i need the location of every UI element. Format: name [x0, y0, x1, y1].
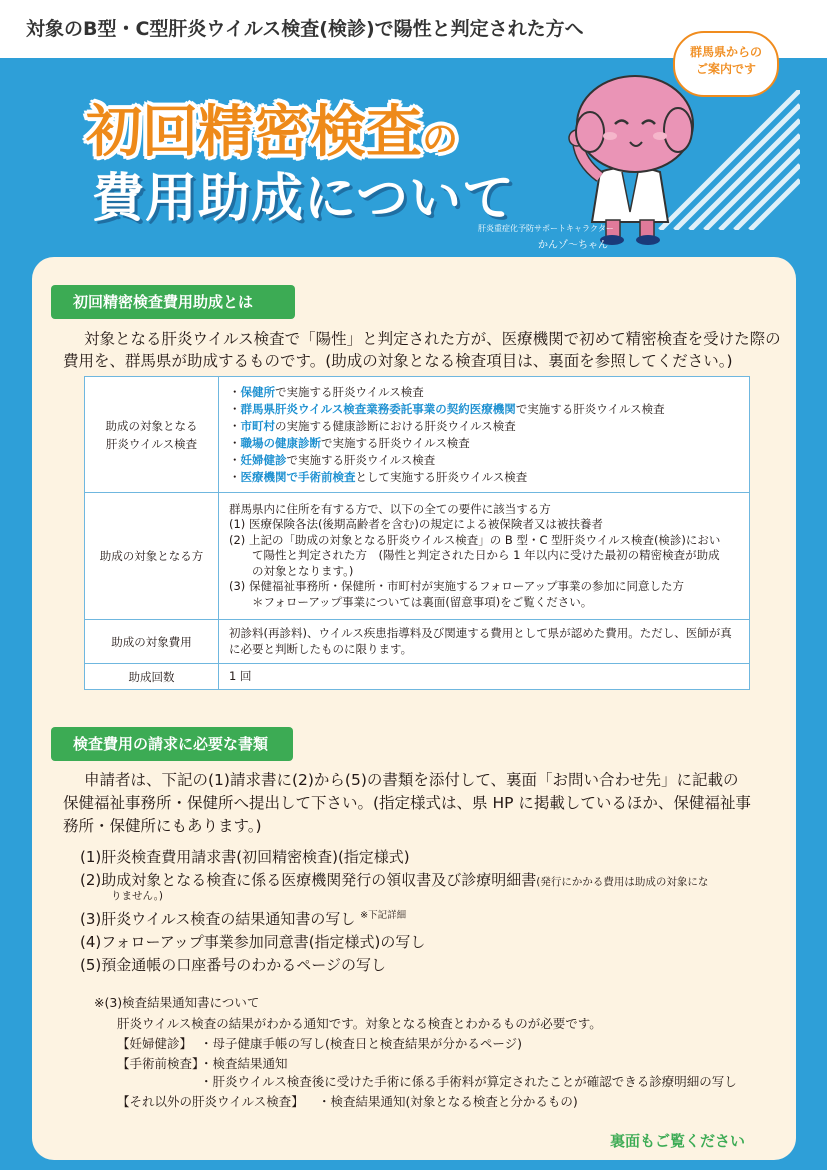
row1-label-line2: 肝炎ウイルス検査: [105, 436, 198, 451]
item-text: の実施する健康診断における肝炎ウイルス検査: [275, 418, 516, 433]
section2-heading: 検査費用の請求に必要な書類: [51, 727, 293, 761]
row3-label-cell: 助成の対象費用: [85, 620, 219, 664]
row2-line: ＊フォローアップ事業については裏面(留意事項)をご覧ください。: [229, 594, 593, 609]
row2-line: (3) 保健福祉事務所・保健所・市町村が実施するフォローアップ事業の参加に同意した方: [229, 579, 684, 594]
bubble-line1: 群馬県からの: [689, 45, 762, 59]
list-item: ・市町村の実施する健康診断における肝炎ウイルス検査: [229, 418, 516, 433]
list-item: ・医療機関で手術前検査として実施する肝炎ウイルス検査: [229, 469, 528, 484]
row3-text-cell: [219, 620, 750, 664]
see-back-text: 裏面もご覧ください: [610, 1132, 746, 1150]
item-highlight: 妊婦健診: [240, 452, 287, 467]
page-title-sub: 費用助成について: [92, 169, 515, 229]
mascot-illustration: [560, 62, 700, 247]
doc2-note-line1: (発行にかかる費用は助成の対象にな: [536, 876, 709, 888]
target-audience-text: 対象のB型・C型肝炎ウイルス検査(検診)で陽性と判定された方へ: [26, 18, 584, 40]
list-item: ・妊婦健診で実施する肝炎ウイルス検査: [229, 452, 436, 467]
row2-line: て陽性と判定された方 (陽性と判定された日から 1 年以内に受けた最初の精密検査が助成: [229, 548, 720, 563]
list-item: ・職場の健康診断で実施する肝炎ウイルス検査: [229, 435, 470, 450]
note-ninpu-label: 【妊婦健診】: [117, 1036, 193, 1051]
subsidy-conditions-table: [84, 376, 750, 690]
row3-line: に必要と判断したものに限ります。: [229, 641, 413, 656]
mascot-icon: [560, 62, 700, 247]
section1-heading: 初回精密検査費用助成とは: [51, 285, 295, 319]
item-highlight: 医療機関で手術前検査: [240, 469, 356, 484]
doc3-note: ※下記詳細: [360, 910, 407, 921]
list-item: ・保健所で実施する肝炎ウイルス検査: [229, 384, 424, 399]
item-text: で実施する肝炎ウイルス検査: [275, 384, 424, 399]
row2-line: の対象となります。): [229, 563, 354, 578]
row2-label-cell: 助成の対象となる方: [85, 493, 219, 620]
item-highlight: 職場の健康診断: [240, 435, 321, 450]
note-ninpu-text: ・母子健康手帳の写し(検査日と検査結果が分かるページ): [200, 1036, 523, 1051]
list-item: ・群馬県肝炎ウイルス検査業務委託事業の契約医療機関で実施する肝炎ウイルス検査: [229, 401, 665, 416]
mascot-caption-name: かんゾ〜ちゃん: [538, 240, 608, 251]
required-doc-4: (4)フォローアップ事業参加同意書(指定様式)の写し: [80, 933, 426, 951]
note-shujutsu-text1: ・検査結果通知: [200, 1056, 288, 1071]
row2-line: 群馬県内に住所を有する方で、以下の全ての要件に該当する方: [229, 501, 551, 516]
table-row: [85, 664, 750, 690]
row4-label-cell: 助成回数: [85, 664, 219, 690]
mascot-caption-role: 肝炎重症化予防サポートキャラクター: [478, 224, 614, 233]
section2-intro-line2: 保健福祉事務所・保健所へ提出して下さい。(指定様式は、県 HP に掲載しているほか、保健福祉事: [63, 794, 751, 812]
doc3-text: (3)肝炎ウイルス検査の結果通知書の写し: [80, 910, 356, 928]
title-main-text: 初回精密検査: [86, 100, 422, 165]
row4-value-cell: 1 回: [219, 664, 750, 690]
item-highlight: 群馬県肝炎ウイルス検査業務委託事業の契約医療機関: [240, 401, 516, 416]
row1-label-cell: [85, 377, 219, 493]
note-other-text: ・検査結果通知(対象となる検査と分かるもの): [318, 1094, 578, 1109]
bubble-line2: ご案内です: [695, 62, 756, 76]
section1-intro-line1: 対象となる肝炎ウイルス検査で「陽性」と判定された方が、医療機関で初めて精密検査を受けた際の: [84, 330, 781, 348]
table-row: [85, 493, 750, 620]
item-text: で実施する肝炎ウイルス検査: [321, 435, 470, 450]
item-text: で実施する肝炎ウイルス検査: [286, 452, 436, 467]
item-highlight: 市町村: [240, 418, 275, 433]
required-doc-3: [80, 907, 406, 929]
note-shujutsu-label: 【手術前検査】: [117, 1056, 205, 1071]
row2-line: (1) 医療保険各法(後期高齢者を含む)の規定による被保険者又は被扶養者: [229, 517, 603, 532]
row1-items-cell: [219, 377, 750, 493]
note-title: ※(3)検査結果通知書について: [94, 995, 260, 1010]
doc2-text: (2)助成対象となる検査に係る医療機関発行の領収書及び診療明細書: [80, 871, 537, 889]
row2-line: (2) 上記の「助成の対象となる肝炎ウイルス検査」の B 型・C 型肝炎ウイルス検査(検診)におい: [229, 532, 721, 547]
row2-text-cell: [219, 493, 750, 620]
required-doc-5: (5)預金通帳の口座番号のわかるページの写し: [80, 956, 386, 974]
note-shujutsu-text2: ・肝炎ウイルス検査後に受けた手術に係る手術料が算定されたことが確認できる診療明細の写し: [200, 1074, 737, 1089]
required-doc-2: [80, 869, 708, 890]
item-text: で実施する肝炎ウイルス検査: [515, 401, 665, 416]
section1-intro-line2: 費用を、群馬県が助成するものです。(助成の対象となる検査項目は、裏面を参照してください。): [63, 352, 733, 370]
section2-intro-line3: 務所・保健所にもあります。): [63, 817, 262, 835]
item-highlight: 保健所: [240, 384, 275, 399]
title-particle: の: [422, 119, 459, 160]
item-text: として実施する肝炎ウイルス検査: [355, 469, 528, 484]
required-doc-1: (1)肝炎検査費用請求書(初回精密検査)(指定様式): [80, 848, 410, 866]
table-row: [85, 377, 750, 493]
note-other-label: 【それ以外の肝炎ウイルス検査】: [117, 1094, 304, 1109]
table-row: [85, 620, 750, 664]
note-line1: 肝炎ウイルス検査の結果がわかる通知です。対象となる検査とわかるものが必要です。: [117, 1016, 602, 1031]
row1-label-line1: 助成の対象となる: [105, 418, 198, 433]
section2-intro-line1: 申請者は、下記の(1)請求書に(2)から(5)の書類を添付して、裏面「お問い合わせ先」に記載の: [84, 771, 739, 789]
row3-line: 初診料(再診料)、ウイルス疾患指導料及び関連する費用として県が認めた費用。ただし、医師が真: [229, 626, 732, 640]
doc2-note-line2: りません。): [111, 890, 163, 902]
